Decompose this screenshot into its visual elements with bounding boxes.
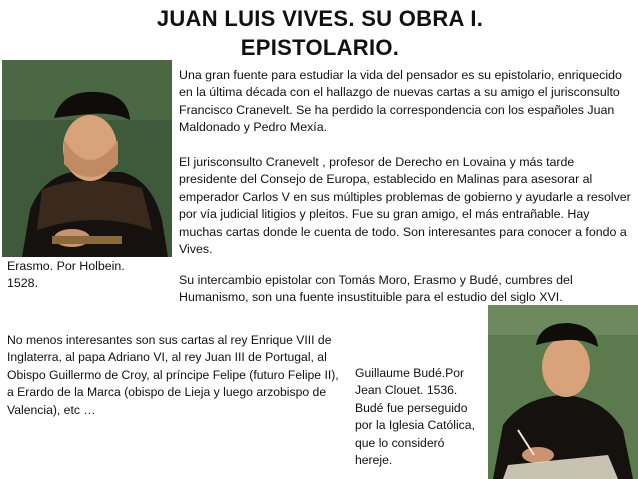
erasmus-portrait [2, 60, 172, 257]
erasmus-caption: Erasmo. Por Holbein. 1528. [7, 259, 125, 290]
title-line-2: EPISTOLARIO. [240, 35, 400, 60]
paragraph-epistolario: Una gran fuente para estudiar la vida del pensador es su epistolario, enriquecido en la última década con el hallazgo de nuevas cartas a su amigo el jurisconsulto Francisco Cranevelt. Se ha perdido la correspondencia con los españoles Juan Maldonado y Pedro Mexía. [179, 68, 622, 135]
paragraph-intercambio: Su intercambio epistolar con Tomás Moro, Erasmo y Budé, cumbres del Humanismo, son una fuente insustituible para el estudio del siglo XVI. [179, 273, 573, 305]
bude-portrait [488, 305, 638, 479]
page-title [60, 4, 580, 62]
bude-caption: Guillaume Budé.Por Jean Clouet. 1536. Budé fue perseguido por la Iglesia Católica, que lo consideró hereje. [355, 366, 475, 468]
title-line-1: JUAN LUIS VIVES. SU OBRA I. [156, 6, 484, 31]
paragraph-cartas: No menos interesantes son sus cartas al rey Enrique VIII de Inglaterra, al papa Adriano VI, al rey Juan III de Portugal, al Obispo Guillermo de Croy, al príncipe Felipe (futuro Felipe II), a Erardo de la Marca (obispo de Lieja y luego arzobispo de Valencia), etc … [7, 333, 339, 417]
paragraph-cranevelt: El jurisconsulto Cranevelt , profesor de Derecho en Lovaina y más tarde presidente del Consejo de Europa, establecido en Malinas para asesorar al emperador Carlos V en sus múltiples problemas de gobierno y ayudarle a resolver por vía judicial litigios y pleitos. Fue su gran amigo, el más entrañable. Hay muchas cartas donde le cuenta de todo. Son interesantes para conocer a fondo a Vives. [179, 155, 631, 257]
